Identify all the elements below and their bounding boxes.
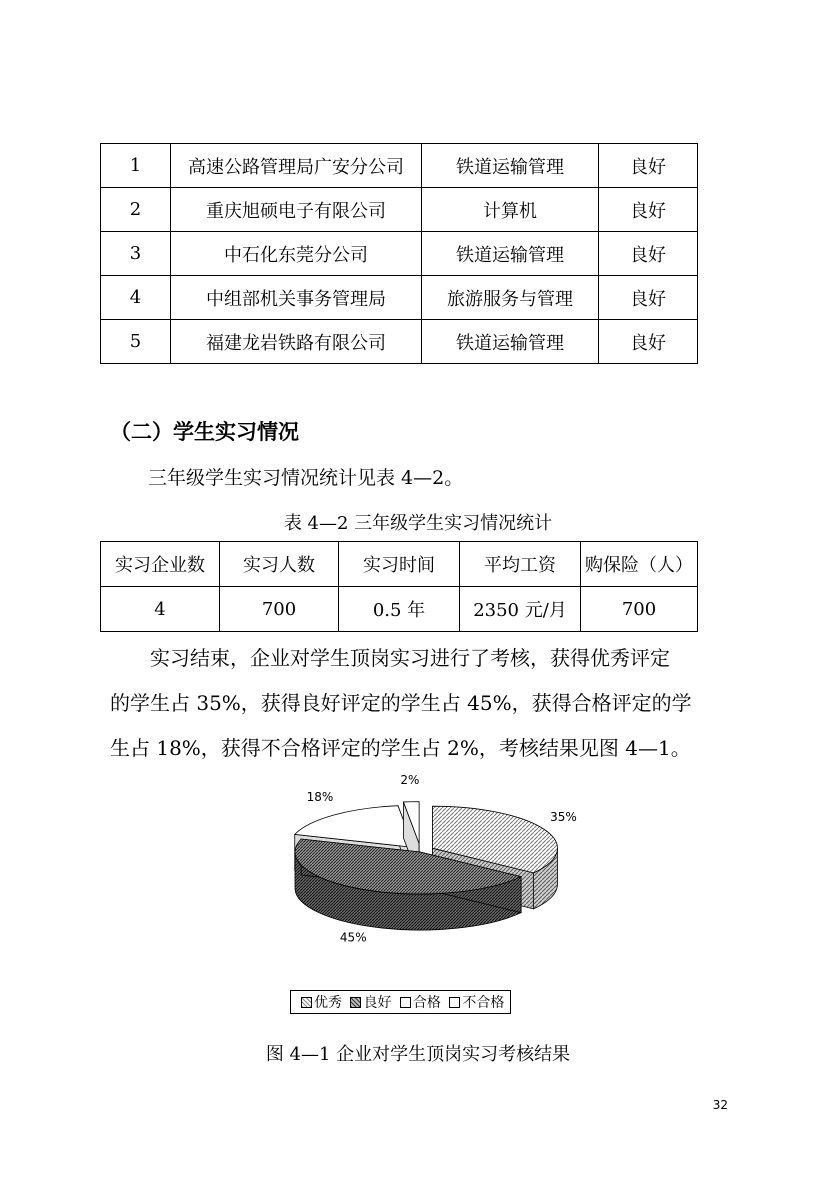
data-label: 18% [306,790,334,805]
major-name: 铁道运输管理 [422,144,599,188]
chart-legend [290,990,511,1014]
table-row [101,587,698,632]
value-insured: 700 [581,587,698,632]
header-avg-salary: 平均工资 [460,542,581,587]
table-row [101,276,698,320]
company-name: 重庆旭硕电子有限公司 [171,188,422,232]
value-student-count: 700 [220,587,339,632]
table-row [101,320,698,364]
assessment-paragraph [110,636,730,771]
row-number: 5 [101,320,171,364]
row-number: 1 [101,144,171,188]
page-number: 32 [712,1098,728,1112]
major-name: 铁道运输管理 [422,320,599,364]
figure-caption: 图 4—1 企业对学生顶岗实习考核结果 [265,1044,571,1065]
table-row [101,144,698,188]
header-insured: 购保险（人） [581,542,698,587]
major-name: 旅游服务与管理 [422,276,599,320]
legend-swatch-good [350,997,361,1008]
paragraph-line: 实习结束，企业对学生顶岗实习进行了考核，获得优秀评定 [150,646,670,670]
legend-label: 优秀 [314,995,342,1011]
major-name: 铁道运输管理 [422,232,599,276]
company-name: 福建龙岩铁路有限公司 [171,320,422,364]
rating: 良好 [599,232,698,276]
table-caption: 表 4—2 三年级学生实习情况统计 [283,513,553,534]
data-label: 2% [400,772,420,787]
row-number: 3 [101,232,171,276]
company-name: 中石化东莞分公司 [171,232,422,276]
legend-swatch-excellent [301,997,312,1008]
row-number: 4 [101,276,171,320]
legend-label: 合格 [412,995,441,1011]
legend-swatch-fail [449,997,460,1008]
table-row [101,232,698,276]
paragraph-line: 的学生占 35%，获得良好评定的学生占 45%，获得合格评定的学 [110,691,692,715]
rating: 良好 [599,276,698,320]
header-company-count: 实习企业数 [101,542,220,587]
rating: 良好 [599,188,698,232]
rating: 良好 [599,144,698,188]
value-company-count: 4 [101,587,220,632]
paragraph-line: 生占 18%，获得不合格评定的学生占 2%，考核结果见图 4—1。 [110,736,691,760]
row-number: 2 [101,188,171,232]
internship-stats-table [100,541,698,632]
value-duration: 0.5 年 [339,587,460,632]
data-label: 35% [550,809,577,824]
header-student-count: 实习人数 [220,542,339,587]
company-name: 中组部机关事务管理局 [171,276,422,320]
internship-company-table [100,143,698,364]
value-avg-salary: 2350 元/月 [460,587,581,632]
legend-label: 不合格 [462,995,505,1011]
legend-swatch-pass [400,997,411,1008]
legend-label: 良好 [363,995,392,1011]
table-header-row [101,542,698,587]
table-row [101,188,698,232]
section-heading: （二）学生实习情况 [110,419,299,444]
data-label: 45% [339,930,367,945]
intro-paragraph: 三年级学生实习情况统计见表 4—2。 [148,467,464,489]
header-duration: 实习时间 [339,542,460,587]
assessment-pie-chart [270,772,590,955]
major-name: 计算机 [422,188,599,232]
company-name: 高速公路管理局广安分公司 [171,144,422,188]
rating: 良好 [599,320,698,364]
